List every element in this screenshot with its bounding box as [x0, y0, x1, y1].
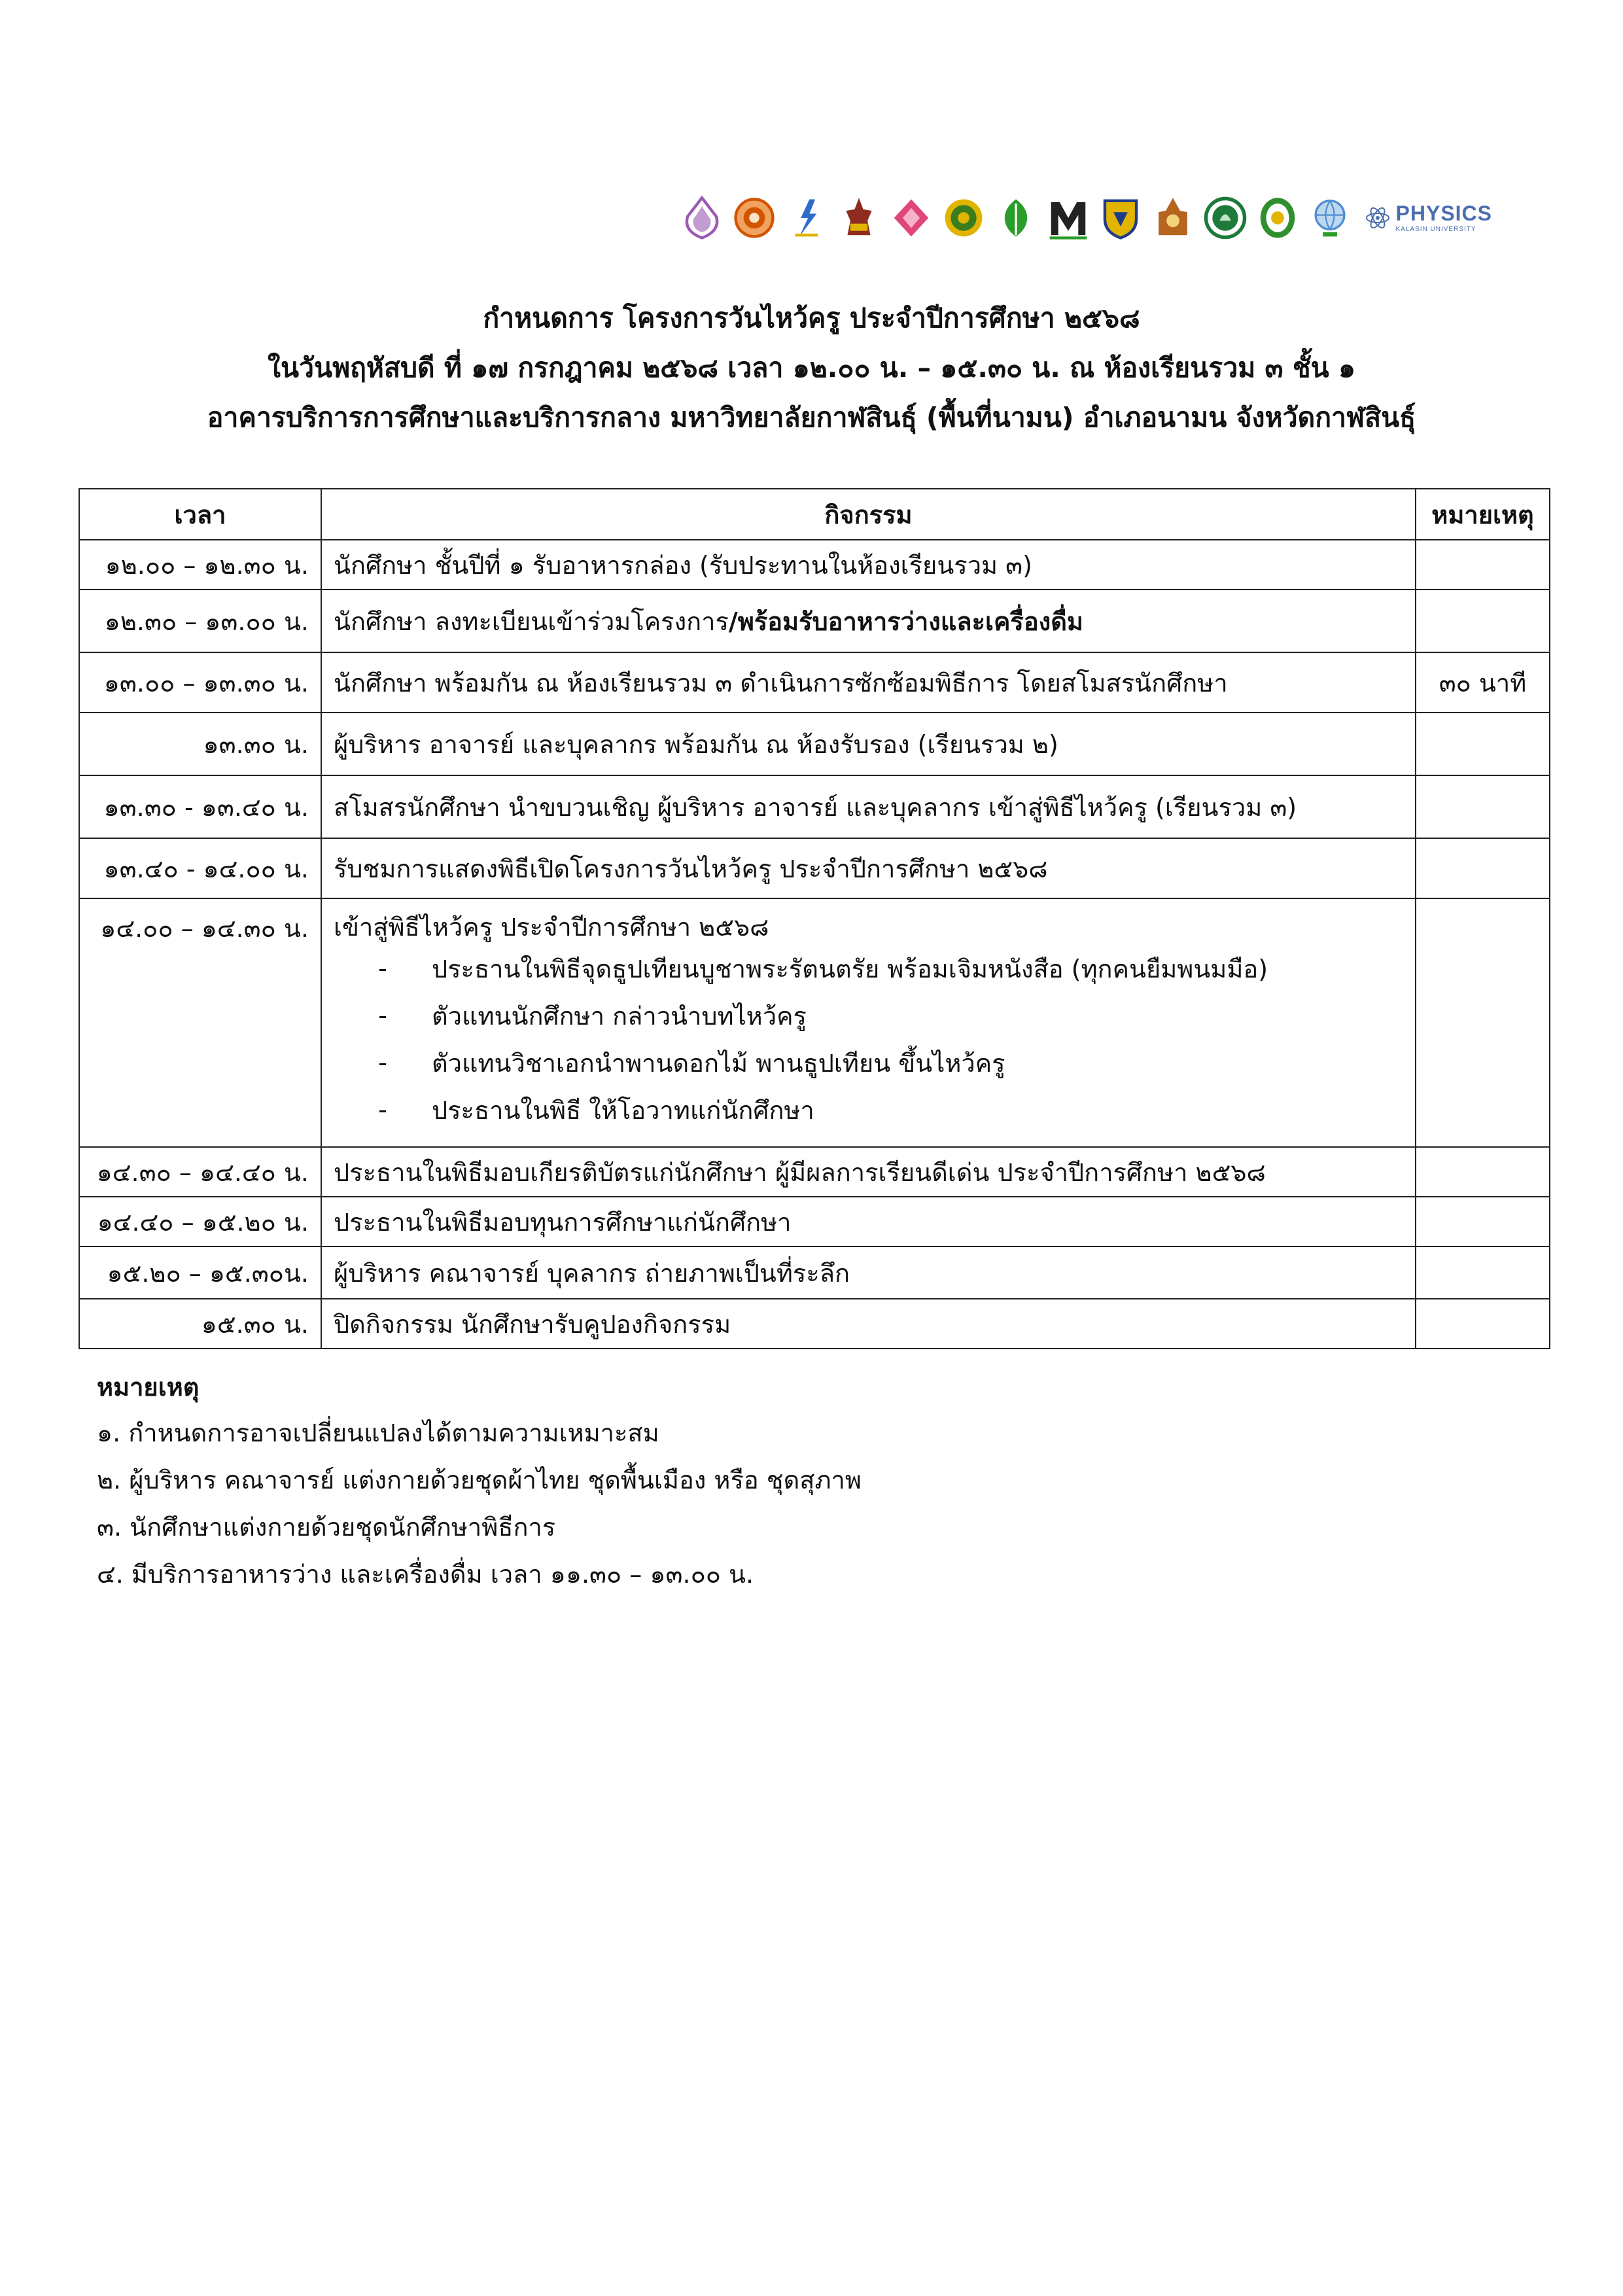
note-item: ๒. ผู้บริหาร คณาจารย์ แต่งกายด้วยชุดผ้าไทย ชุดพื้นเมือง หรือ ชุดสุภาพ [97, 1466, 862, 1494]
table-row [79, 838, 1550, 898]
row-activity [321, 898, 1416, 1147]
pink-diamond-logo [890, 195, 933, 241]
row-time: ๑๔.๔๐ – ๑๕.๒๐ น. [79, 1197, 321, 1246]
row-activity: ประธานในพิธีมอบเกียรติบัตรแก่นักศึกษา ผู้มีผลการเรียนดีเด่น ประจำปีการศึกษา ๒๕๖๘ [321, 1147, 1416, 1197]
row-activity-text: นักศึกษา ลงทะเบียนเข้าร่วมโครงการ [334, 607, 729, 636]
table-row [79, 1246, 1550, 1299]
list-item-text: ประธานในพิธีจุดธูปเทียนบูชาพระรัตนตรัย พร้อมเจิมหนังสือ (ทุกคนยืมพนมมือ) [432, 954, 1268, 983]
list-item-text: ประธานในพิธี ให้โอวาทแก่นักศึกษา [432, 1095, 814, 1125]
thai-crown-emblem-logo [837, 195, 881, 241]
row-remark [1416, 775, 1550, 838]
row-activity: นักศึกษา พร้อมกัน ณ ห้องเรียนรวม ๓ ดำเนินการซักซ้อมพิธีการ โดยสโมสรนักศึกษา [321, 652, 1416, 713]
row-remark [1416, 1246, 1550, 1299]
globe-logo [1308, 195, 1352, 241]
blue-wing-logo [785, 195, 828, 241]
row-activity-bold-text: /พร้อมรับอาหารว่างและเครื่องดื่ม [728, 607, 1083, 636]
logo-strip [680, 182, 1492, 254]
table-row [79, 1147, 1550, 1197]
schedule-table [79, 488, 1550, 1349]
row-time: ๑๓.๓๐ - ๑๓.๔๐ น. [79, 775, 321, 838]
notes-title: หมายเหตุ [97, 1373, 200, 1402]
row-time: ๑๕.๓๐ น. [79, 1299, 321, 1349]
document-title: กำหนดการ โครงการวันไหว้ครู ประจำปีการศึกษา ๒๕๖๘ [483, 302, 1140, 334]
row-time: ๑๓.๐๐ – ๑๓.๓๐ น. [79, 652, 321, 713]
row-remark [1416, 713, 1550, 775]
list-dash: - [378, 1095, 387, 1124]
atom-icon [1365, 205, 1391, 231]
physics-logo [1365, 195, 1492, 241]
note-item: ๓. นักศึกษาแต่งกายด้วยชุดนักศึกษาพิธีการ [97, 1513, 556, 1542]
row-activity: ประธานในพิธีมอบทุนการศึกษาแก่นักศึกษา [321, 1197, 1416, 1246]
row-activity-title: เข้าสู่พิธีไหว้ครู ประจำปีการศึกษา ๒๕๖๘ [334, 912, 769, 942]
green-ring-logo [1256, 195, 1299, 241]
row-time: ๑๔.๓๐ – ๑๔.๔๐ น. [79, 1147, 321, 1197]
row-remark [1416, 590, 1550, 652]
row-time: ๑๒.๓๐ – ๑๓.๐๐ น. [79, 590, 321, 652]
physics-logo-subtitle: KALASIN UNIVERSITY [1395, 226, 1476, 233]
row-remark [1416, 1197, 1550, 1246]
document-date-venue: ในวันพฤหัสบดี ที่ ๑๗ กรกฎาคม ๒๕๖๘ เวลา ๑๒.๐๐ น. – ๑๕.๓๐ น. ณ ห้องเรียนรวม ๓ ชั้น ๑ [267, 352, 1356, 383]
row-activity: รับชมการแสดงพิธีเปิดโครงการวันไหว้ครู ประจำปีการศึกษา ๒๕๖๘ [321, 838, 1416, 898]
m-letter-logo [1047, 195, 1090, 241]
table-row [79, 713, 1550, 775]
list-item [334, 992, 1403, 1039]
green-circle-logo [1204, 195, 1247, 241]
list-item [334, 1086, 1403, 1133]
row-remark: ๓๐ นาที [1416, 652, 1550, 713]
green-leaf-logo [994, 195, 1038, 241]
list-item-text: ตัวแทนนักศึกษา กล่าวนำบทไหว้ครู [432, 1001, 807, 1031]
row-remark [1416, 898, 1550, 1147]
table-row [79, 1299, 1550, 1349]
row-remark [1416, 1147, 1550, 1197]
row-time: ๑๔.๐๐ – ๑๔.๓๐ น. [79, 898, 321, 1147]
yellow-shield-logo [1099, 195, 1142, 241]
row-time: ๑๓.๔๐ - ๑๔.๐๐ น. [79, 838, 321, 898]
list-dash: - [378, 1001, 387, 1030]
row-activity [321, 590, 1416, 652]
temple-emblem-logo [1151, 195, 1195, 241]
list-item [334, 1039, 1403, 1086]
row-activity: ปิดกิจกรรม นักศึกษารับคูปองกิจกรรม [321, 1299, 1416, 1349]
table-row [79, 652, 1550, 713]
note-item: ๑. กำหนดการอาจเปลี่ยนแปลงได้ตามความเหมาะสม [97, 1419, 659, 1447]
list-item-text: ตัวแทนวิชาเอกนำพานดอกไม้ พานธูปเทียน ขึ้นไหว้ครู [432, 1048, 1005, 1078]
table-row [79, 898, 1550, 1147]
row-time: ๑๓.๓๐ น. [79, 713, 321, 775]
table-row [79, 775, 1550, 838]
row-activity: ผู้บริหาร อาจารย์ และบุคลากร พร้อมกัน ณ ห้องรับรอง (เรียนรวม ๒) [321, 713, 1416, 775]
physics-logo-title: PHYSICS [1395, 202, 1492, 225]
row-time: ๑๕.๒๐ – ๑๕.๓๐น. [79, 1246, 321, 1299]
table-row [79, 1197, 1550, 1246]
header-time: เวลา [79, 489, 321, 540]
row-remark [1416, 838, 1550, 898]
table-row [79, 590, 1550, 652]
list-dash: - [378, 1048, 387, 1077]
header-activity: กิจกรรม [321, 489, 1416, 540]
faculty-orange-seal-logo [733, 195, 776, 241]
row-activity: ผู้บริหาร คณาจารย์ บุคลากร ถ่ายภาพเป็นที่ระลึก [321, 1246, 1416, 1299]
row-activity: สโมสรนักศึกษา นำขบวนเชิญ ผู้บริหาร อาจารย์ และบุคลากร เข้าสู่พิธีไหว้ครู (เรียนรวม ๓) [321, 775, 1416, 838]
row-remark [1416, 540, 1550, 590]
university-seal-logo [680, 195, 724, 241]
row-activity: นักศึกษา ชั้นปีที่ ๑ รับอาหารกล่อง (รับประทานในห้องเรียนรวม ๓) [321, 540, 1416, 590]
list-item [334, 945, 1403, 992]
list-dash: - [378, 954, 387, 983]
row-time: ๑๒.๐๐ – ๑๒.๓๐ น. [79, 540, 321, 590]
document-location: อาคารบริการการศึกษาและบริการกลาง มหาวิทยาลัยกาฬสินธุ์ (พื้นที่นามน) อำเภอนามน จังหวัดกาฬสินธุ์ [207, 402, 1416, 433]
row-remark [1416, 1299, 1550, 1349]
note-item: ๔. มีบริการอาหารว่าง และเครื่องดื่ม เวลา ๑๑.๓๐ – ๑๓.๐๐ น. [97, 1560, 754, 1589]
table-row [79, 540, 1550, 590]
notes-section [97, 1365, 862, 1598]
header-remark: หมายเหตุ [1416, 489, 1550, 540]
green-gold-seal-logo [942, 195, 985, 241]
table-header-row [79, 489, 1550, 540]
